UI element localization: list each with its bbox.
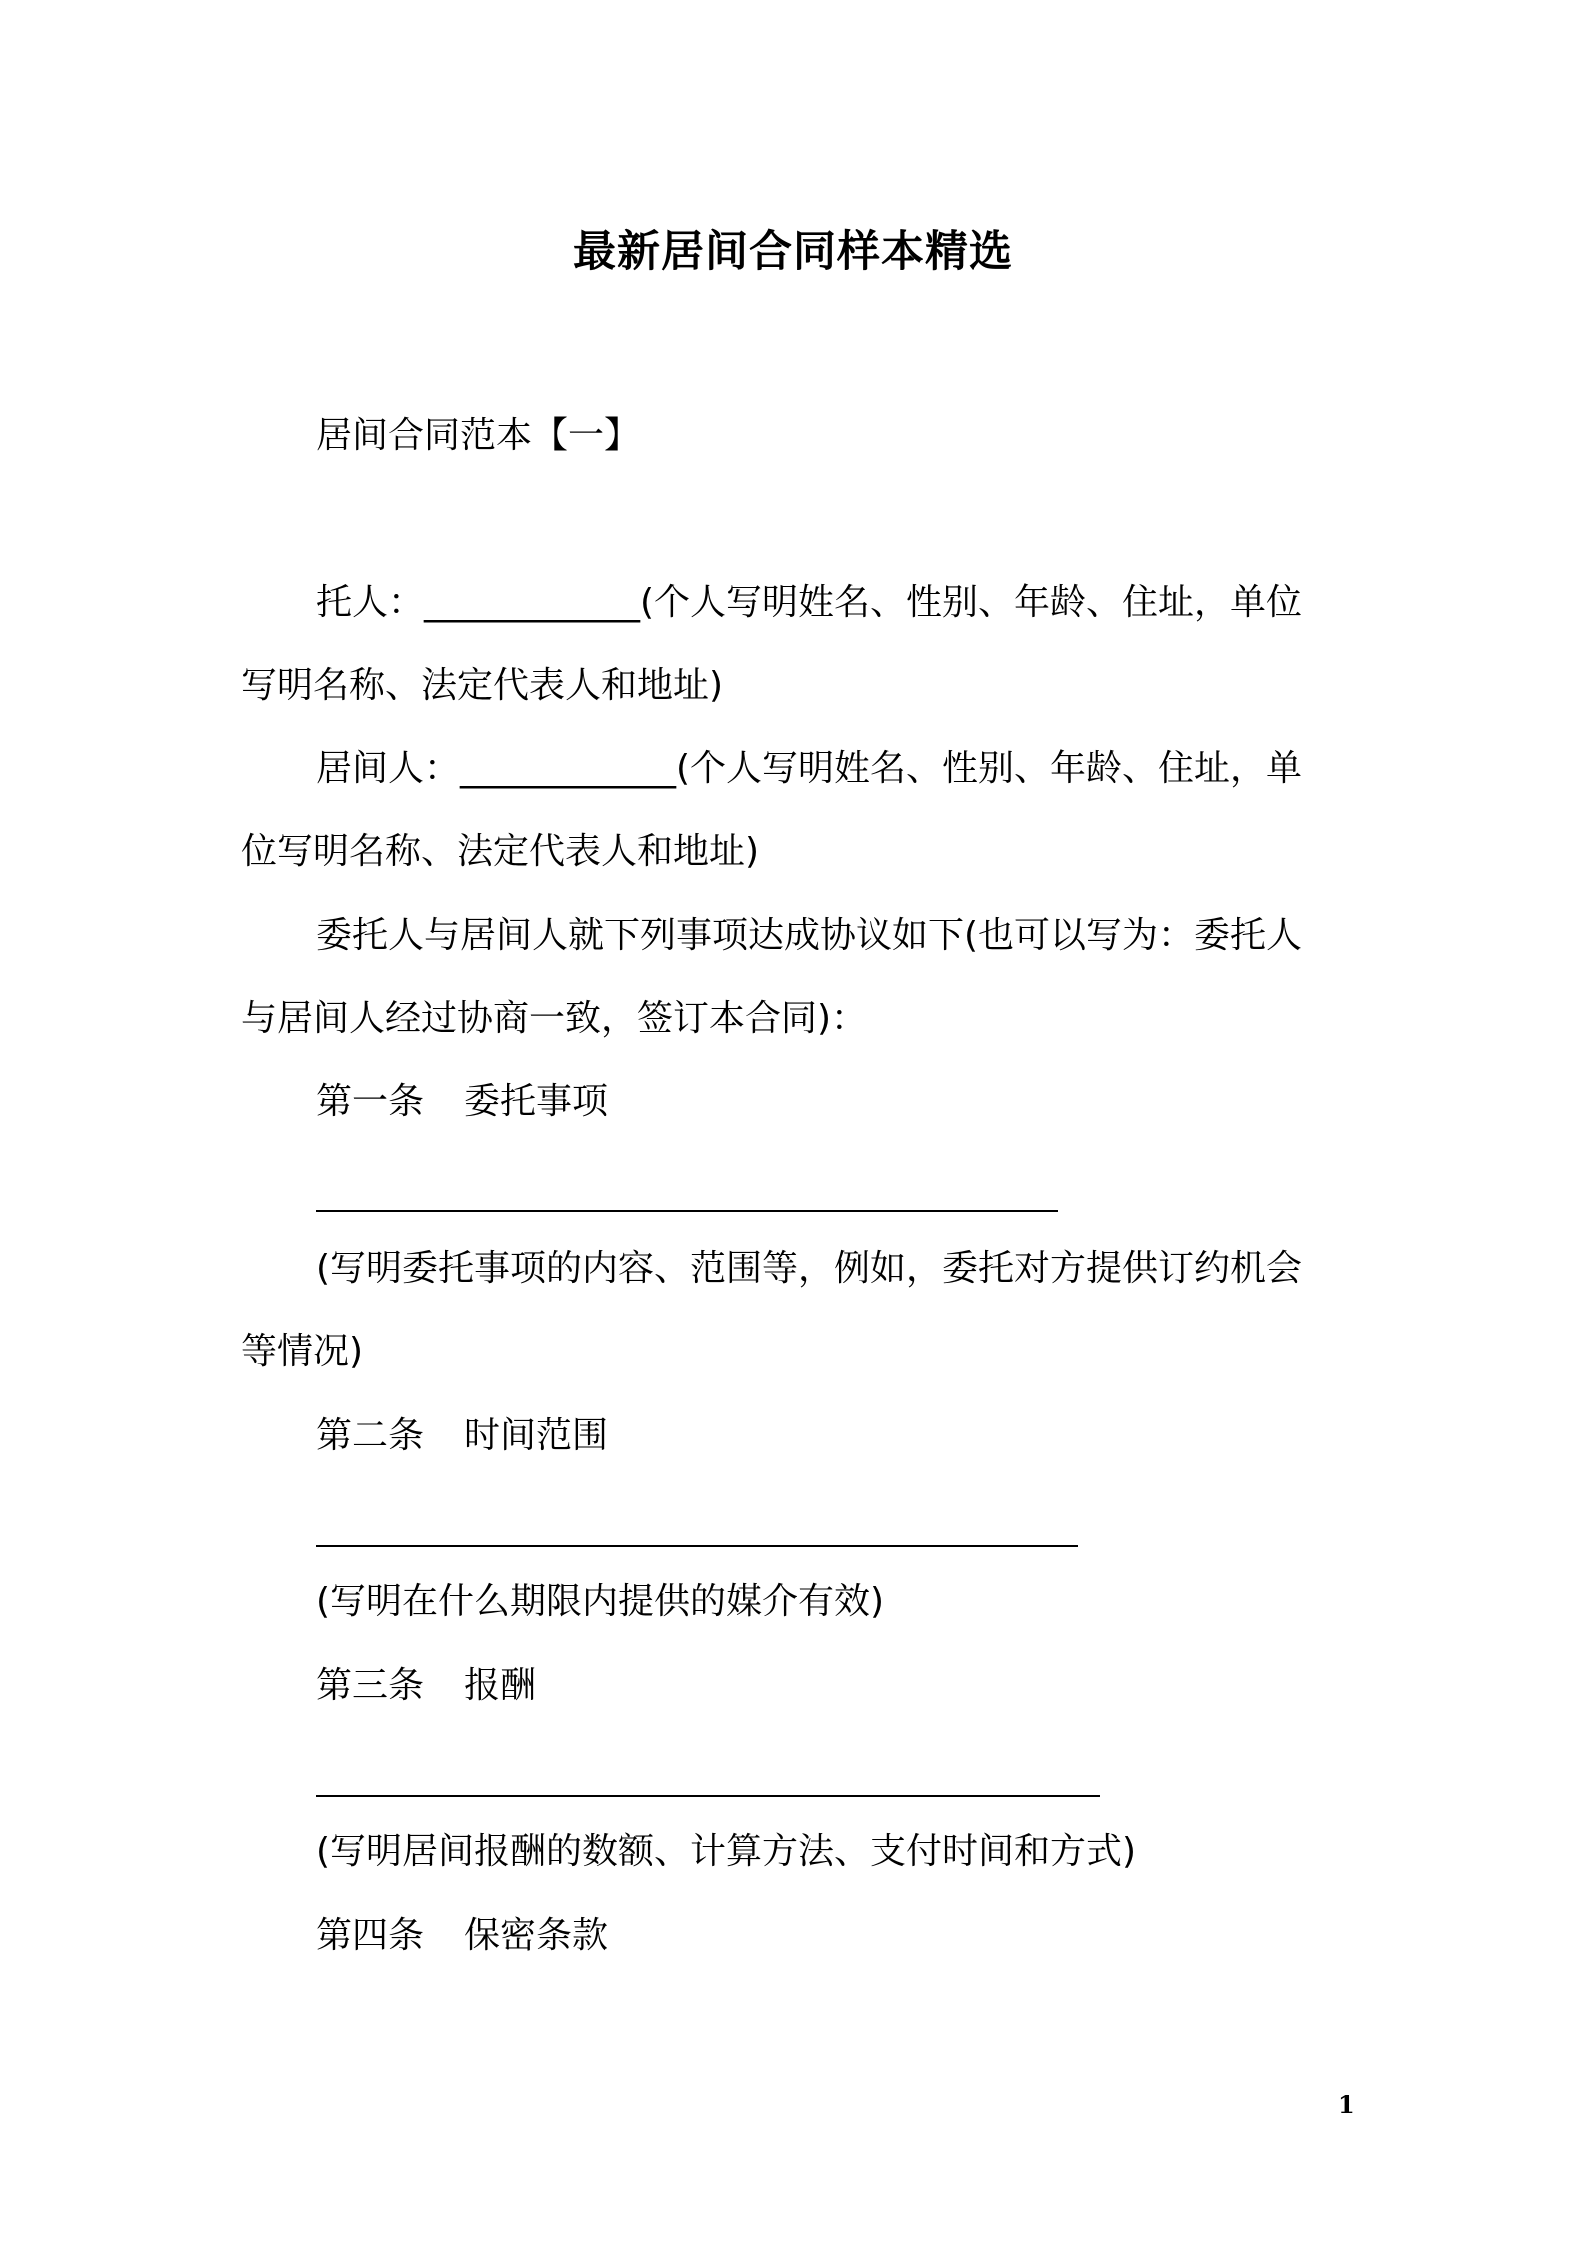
article-number: 第三条 <box>316 1665 425 1706</box>
article-3-note: (写明居间报酬的数额、计算方法、支付时间和方式) <box>316 1831 1137 1872</box>
article-name: 保密条款 <box>464 1915 609 1956</box>
article-2-heading <box>316 1412 608 1460</box>
principal-line-1: 托人：____________(个人写明姓名、性别、年龄、住址，单位 <box>316 582 1303 623</box>
document-title: 最新居间合同样本精选 <box>573 227 1013 277</box>
article-1-heading <box>316 1078 608 1126</box>
article-4-heading <box>316 1912 608 1960</box>
article-3-heading <box>316 1662 536 1710</box>
page-number: 1 <box>1338 2090 1355 2119</box>
article-1-note-line-2: 等情况) <box>241 1331 364 1372</box>
article-name: 报酬 <box>464 1665 537 1706</box>
intermediary-line-2: 位写明名称、法定代表人和地址) <box>241 831 760 872</box>
article-2-note: (写明在什么期限内提供的媒介有效) <box>316 1581 885 1622</box>
article-name: 时间范围 <box>464 1415 609 1456</box>
article-1-blank-line <box>316 1210 1058 1212</box>
article-number: 第二条 <box>316 1415 425 1456</box>
article-number: 第一条 <box>316 1081 425 1122</box>
article-3-blank-line <box>316 1795 1100 1797</box>
agreement-line-1: 委托人与居间人就下列事项达成协议如下(也可以写为：委托人 <box>316 915 1303 956</box>
article-1-note-line-1: (写明委托事项的内容、范围等，例如，委托对方提供订约机会 <box>316 1248 1303 1289</box>
article-2-blank-line <box>316 1545 1078 1547</box>
article-number: 第四条 <box>316 1915 425 1956</box>
section-heading: 居间合同范本【一】 <box>316 415 641 456</box>
article-name: 委托事项 <box>464 1081 609 1122</box>
agreement-line-2: 与居间人经过协商一致，签订本合同)： <box>241 998 868 1039</box>
intermediary-line-1: 居间人：____________(个人写明姓名、性别、年龄、住址，单 <box>316 748 1303 789</box>
principal-line-2: 写明名称、法定代表人和地址) <box>241 665 724 706</box>
